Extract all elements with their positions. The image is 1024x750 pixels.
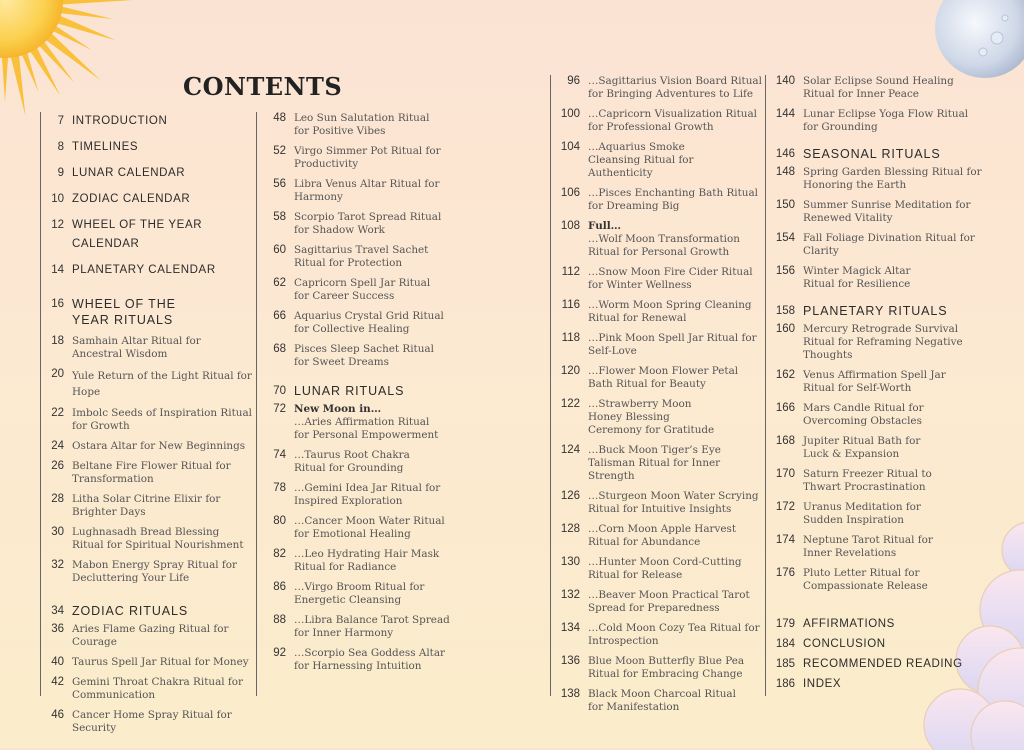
entry-title: INTRODUCTION <box>72 115 168 127</box>
toc-entry[interactable] <box>766 615 996 634</box>
entry-title: Scorpio Tarot Spread Ritual for Shadow Work <box>294 211 442 236</box>
toc-entry[interactable] <box>257 277 549 303</box>
entry-title: …Snow Moon Fire Cider Ritual for Winter Wellness <box>588 266 753 291</box>
entry-title: RECOMMENDED READING <box>803 658 963 670</box>
contents-column-4 <box>765 75 996 696</box>
page-number: 14 <box>51 264 64 276</box>
entry-title: …Libra Balance Tarot Spread for Inner Harmony <box>294 614 450 639</box>
toc-entry[interactable] <box>41 526 253 552</box>
toc-entry[interactable] <box>551 220 763 259</box>
toc-entry[interactable] <box>41 460 253 486</box>
page-number: 78 <box>273 482 286 494</box>
section-title: ZODIAC RITUALS <box>72 604 189 618</box>
page-number: 24 <box>51 440 64 452</box>
toc-entry[interactable] <box>766 232 996 258</box>
toc-entry[interactable] <box>257 482 549 508</box>
page-number: 74 <box>273 449 286 461</box>
toc-entry[interactable] <box>257 211 549 237</box>
page-number: 60 <box>273 244 286 256</box>
toc-entry[interactable] <box>766 534 996 560</box>
entry-title: Lunar Eclipse Yoga Flow Ritual for Grounding <box>803 108 969 133</box>
page-number: 9 <box>57 167 64 179</box>
toc-entry[interactable] <box>551 108 763 134</box>
page-number: 122 <box>560 398 580 410</box>
entry-title: LUNAR CALENDAR <box>72 167 186 179</box>
page-number: 176 <box>775 567 795 579</box>
toc-entry[interactable] <box>551 141 763 180</box>
toc-entry[interactable] <box>551 398 763 437</box>
toc-entry[interactable] <box>41 138 253 157</box>
toc-entry[interactable] <box>766 323 996 362</box>
entry-title: …Sturgeon Moon Water Scrying Ritual for Intuitive Insights <box>588 490 759 515</box>
section-heading-zodiac[interactable] <box>41 603 253 619</box>
entry-title: Aquarius Crystal Grid Ritual for Collective Healing <box>294 310 444 335</box>
page-number: 134 <box>560 622 580 634</box>
entry-title: AFFIRMATIONS <box>803 618 895 630</box>
page-number: 12 <box>51 219 64 231</box>
entry-title: Lughnasadh Bread Blessing Ritual for Spiritual Nourishment <box>72 526 244 551</box>
entry-title: …Beaver Moon Practical Tarot Spread for Preparedness <box>588 589 750 614</box>
page-number: 72 <box>273 403 286 415</box>
page-number: 170 <box>775 468 795 480</box>
page-number: 162 <box>775 369 795 381</box>
toc-entry[interactable] <box>41 190 253 209</box>
toc-entry[interactable] <box>41 493 253 519</box>
page-number: 22 <box>51 407 64 419</box>
entry-title: Gemini Throat Chakra Ritual for Communication <box>72 676 243 701</box>
toc-entry[interactable] <box>551 187 763 213</box>
page-number: 184 <box>775 638 795 650</box>
toc-entry[interactable] <box>766 635 996 654</box>
toc-entry[interactable] <box>41 335 253 361</box>
entry-title: …Cold Moon Cozy Tea Ritual for Introspection <box>588 622 760 647</box>
toc-entry[interactable] <box>551 444 763 483</box>
section-heading-lunar[interactable] <box>257 383 549 399</box>
section-heading-planetary[interactable] <box>766 303 996 319</box>
page-number: 26 <box>51 460 64 472</box>
toc-entry[interactable] <box>41 261 253 280</box>
entry-title: Taurus Spell Jar Ritual for Money <box>72 656 249 668</box>
entry-title: Mars Candle Ritual for Overcoming Obstacles <box>803 402 924 427</box>
toc-entry[interactable] <box>41 112 253 131</box>
toc-entry[interactable] <box>551 655 763 681</box>
toc-entry[interactable] <box>766 265 996 291</box>
toc-entry[interactable] <box>41 676 253 702</box>
page-number: 80 <box>273 515 286 527</box>
page-number: 112 <box>561 266 580 278</box>
page-number: 140 <box>775 75 795 87</box>
page-number: 58 <box>273 211 286 223</box>
toc-entry[interactable] <box>41 656 253 669</box>
entry-title: Capricorn Spell Jar Ritual for Career Success <box>294 277 431 302</box>
page-number: 96 <box>567 75 580 87</box>
entry-title: …Taurus Root Chakra Ritual for Grounding <box>294 449 410 474</box>
page-number: 106 <box>560 187 580 199</box>
entry-title: Yule Return of the Light Ritual for Hope <box>72 370 252 398</box>
entry-title: Virgo Simmer Pot Ritual for Productivity <box>294 145 441 170</box>
toc-entry[interactable] <box>766 166 996 192</box>
toc-entry[interactable] <box>551 523 763 549</box>
toc-entry[interactable] <box>41 368 253 400</box>
section-title: WHEEL OF THE YEAR RITUALS <box>72 297 176 327</box>
entry-title: Summer Sunrise Meditation for Renewed Vitality <box>803 199 971 224</box>
page-number: 62 <box>273 277 286 289</box>
entry-title: …Worm Moon Spring Cleaning Ritual for Renewal <box>588 299 752 324</box>
toc-entry[interactable] <box>766 435 996 461</box>
entry-title: Mabon Energy Spray Ritual for Decluttering Your Life <box>72 559 237 584</box>
toc-entry[interactable] <box>551 490 763 516</box>
toc-entry[interactable] <box>257 515 549 541</box>
toc-entry[interactable] <box>41 709 253 735</box>
page-number: 118 <box>561 332 580 344</box>
toc-entry[interactable] <box>551 688 763 714</box>
entry-title: Aries Flame Gazing Ritual for Courage <box>72 623 229 648</box>
entry-title: WHEEL OF THE YEAR CALENDAR <box>72 219 203 250</box>
entry-title: Fall Foliage Divination Ritual for Clarity <box>803 232 975 257</box>
page-number: 30 <box>51 526 64 538</box>
entry-title: …Pink Moon Spell Jar Ritual for Self-Love <box>588 332 757 357</box>
entry-title: Winter Magick Altar Ritual for Resilience <box>803 265 911 290</box>
page-number: 56 <box>273 178 286 190</box>
section-title: LUNAR RITUALS <box>294 384 405 398</box>
page-number: 186 <box>775 678 795 690</box>
page-number: 8 <box>57 141 64 153</box>
page-number: 42 <box>51 676 64 688</box>
entry-title: Beltane Fire Flower Ritual for Transformation <box>72 460 231 485</box>
page-number: 7 <box>57 115 64 127</box>
page-number: 104 <box>560 141 580 153</box>
toc-entry[interactable] <box>257 145 549 171</box>
page-number: 66 <box>273 310 286 322</box>
toc-entry[interactable] <box>766 75 996 101</box>
entry-title: TIMELINES <box>72 141 139 153</box>
back-matter-list <box>766 615 996 694</box>
page-number: 68 <box>273 343 286 355</box>
toc-entry[interactable] <box>551 75 763 101</box>
entry-title: …Leo Hydrating Hair Mask Ritual for Radiance <box>294 548 440 573</box>
toc-entry[interactable] <box>551 556 763 582</box>
page-number: 88 <box>273 614 286 626</box>
entry-title: Saturn Freezer Ritual to Thwart Procrastination <box>803 468 932 493</box>
page-number: 28 <box>51 493 64 505</box>
toc-entry[interactable] <box>551 589 763 615</box>
toc-entry[interactable] <box>257 647 549 673</box>
entry-title: Litha Solar Citrine Elixir for Brighter Days <box>72 493 221 518</box>
entry-title: Cancer Home Spray Ritual for Security <box>72 709 232 734</box>
sun-illustration <box>0 0 135 120</box>
entry-title: …Capricorn Visualization Ritual for Professional Growth <box>588 108 757 133</box>
toc-entry[interactable] <box>551 365 763 391</box>
page-number: 100 <box>560 108 580 120</box>
page-number: 116 <box>561 299 580 311</box>
toc-entry[interactable] <box>257 310 549 336</box>
section-title: SEASONAL RITUALS <box>803 147 941 161</box>
page-number: 126 <box>560 490 580 502</box>
page-number: 92 <box>273 647 286 659</box>
entry-title: Uranus Meditation for Sudden Inspiration <box>803 501 921 526</box>
toc-entry[interactable] <box>257 178 549 204</box>
page-number: 108 <box>560 220 580 232</box>
contents-column-2 <box>256 112 549 696</box>
toc-entry[interactable] <box>257 403 549 442</box>
page-number: 86 <box>273 581 286 593</box>
section-title: PLANETARY RITUALS <box>803 304 948 318</box>
entry-title: …Hunter Moon Cord-Cutting Ritual for Release <box>588 556 742 581</box>
toc-entry[interactable] <box>766 675 996 694</box>
toc-entry[interactable] <box>41 623 253 649</box>
page-number: 136 <box>560 655 580 667</box>
entry-title: Ostara Altar for New Beginnings <box>72 440 246 452</box>
page-number: 32 <box>51 559 64 571</box>
subheading-new-moon: New Moon in… <box>294 403 382 415</box>
toc-entry[interactable] <box>551 622 763 648</box>
entry-title: …Strawberry Moon Honey Blessing Ceremony for Gratitude <box>588 398 715 436</box>
page-number: 154 <box>775 232 795 244</box>
entry-title: Leo Sun Salutation Ritual for Positive Vibes <box>294 112 430 137</box>
toc-entry[interactable] <box>766 655 996 674</box>
entry-title: Spring Garden Blessing Ritual for Honoring the Earth <box>803 166 982 191</box>
page-number: 174 <box>775 534 795 546</box>
toc-entry[interactable] <box>257 581 549 607</box>
page-number: 150 <box>775 199 795 211</box>
page-number: 168 <box>775 435 795 447</box>
section-heading-seasonal[interactable] <box>766 146 996 162</box>
toc-entry[interactable] <box>766 402 996 428</box>
page-number: 158 <box>775 305 795 317</box>
toc-entry[interactable] <box>551 299 763 325</box>
page-number: 166 <box>775 402 795 414</box>
entry-title: …Buck Moon Tiger’s Eye Talisman Ritual for Inner Strength <box>588 444 721 482</box>
entry-title: Sagittarius Travel Sachet Ritual for Protection <box>294 244 429 269</box>
toc-entry[interactable] <box>551 266 763 292</box>
page-number: 70 <box>273 385 286 397</box>
page-number: 156 <box>775 265 795 277</box>
page-number: 20 <box>51 368 64 380</box>
entry-title: …Aquarius Smoke Cleansing Ritual for Authenticity <box>588 141 694 179</box>
toc-entry[interactable] <box>766 369 996 395</box>
subheading-full-moon: Full… <box>588 220 622 232</box>
page-number: 132 <box>560 589 580 601</box>
toc-entry[interactable] <box>41 440 253 453</box>
entry-title: …Pisces Enchanting Bath Ritual for Dreaming Big <box>588 187 758 212</box>
entry-title: Black Moon Charcoal Ritual for Manifestation <box>588 688 736 713</box>
entry-title: Neptune Tarot Ritual for Inner Revelations <box>803 534 933 559</box>
toc-entry[interactable] <box>257 244 549 270</box>
entry-title: PLANETARY CALENDAR <box>72 264 216 276</box>
moon-illustration <box>935 0 1024 86</box>
entry-title: Libra Venus Altar Ritual for Harmony <box>294 178 440 203</box>
page-number: 46 <box>51 709 64 721</box>
page-number: 185 <box>775 658 795 670</box>
page-number: 138 <box>560 688 580 700</box>
entry-title: INDEX <box>803 678 842 690</box>
page-number: 120 <box>560 365 580 377</box>
entry-title: …Flower Moon Flower Petal Bath Ritual for Beauty <box>588 365 739 390</box>
page-number: 40 <box>51 656 64 668</box>
page-number: 16 <box>51 298 64 310</box>
entry-title: CONCLUSION <box>803 638 886 650</box>
toc-entry[interactable] <box>41 216 253 254</box>
entry-title: …Corn Moon Apple Harvest Ritual for Abundance <box>588 523 737 548</box>
page-number: 82 <box>273 548 286 560</box>
toc-entry[interactable] <box>257 343 549 369</box>
toc-entry[interactable] <box>766 468 996 494</box>
entry-title: …Scorpio Sea Goddess Altar for Harnessing Intuition <box>294 647 445 672</box>
page-number: 179 <box>775 618 795 630</box>
entry-title: …Aries Affirmation Ritual for Personal Empowerment <box>294 416 439 441</box>
contents-column-3 <box>550 75 763 713</box>
page-number: 172 <box>775 501 795 513</box>
page-number: 34 <box>51 605 64 617</box>
entry-title: …Cancer Moon Water Ritual for Emotional Healing <box>294 515 445 540</box>
page-title: CONTENTS <box>183 72 343 101</box>
entry-title: …Virgo Broom Ritual for Energetic Cleansing <box>294 581 425 606</box>
toc-entry[interactable] <box>766 108 996 134</box>
toc-entry[interactable] <box>766 199 996 225</box>
toc-entry[interactable] <box>551 332 763 358</box>
toc-entry[interactable] <box>766 567 996 593</box>
page-number: 18 <box>51 335 64 347</box>
entry-title: Pisces Sleep Sachet Ritual for Sweet Dreams <box>294 343 434 368</box>
toc-entry[interactable] <box>257 548 549 574</box>
entry-title: …Gemini Idea Jar Ritual for Inspired Exploration <box>294 482 441 507</box>
toc-entry[interactable] <box>257 614 549 640</box>
toc-entry[interactable] <box>257 112 549 138</box>
page-number: 128 <box>560 523 580 535</box>
page-number: 130 <box>560 556 580 568</box>
entry-title: Pluto Letter Ritual for Compassionate Release <box>803 567 928 592</box>
section-heading-wheel-of-the-year[interactable] <box>41 296 253 328</box>
page-number: 10 <box>51 193 64 205</box>
entry-title: Samhain Altar Ritual for Ancestral Wisdom <box>72 335 201 360</box>
entry-title: ZODIAC CALENDAR <box>72 193 191 205</box>
toc-entry[interactable] <box>766 501 996 527</box>
page-number: 124 <box>560 444 580 456</box>
entry-title: Mercury Retrograde Survival Ritual for Reframing Negative Thoughts <box>803 323 963 361</box>
page-number: 148 <box>775 166 795 178</box>
contents-column-1 <box>40 112 253 734</box>
entry-title: Solar Eclipse Sound Healing Ritual for Inner Peace <box>803 75 954 100</box>
toc-entry[interactable] <box>257 449 549 475</box>
entry-title: …Wolf Moon Transformation Ritual for Personal Growth <box>588 233 740 258</box>
entry-title: Venus Affirmation Spell Jar Ritual for Self-Worth <box>803 369 946 394</box>
toc-entry[interactable] <box>41 164 253 183</box>
page-number: 144 <box>775 108 795 120</box>
page-number: 48 <box>273 112 286 124</box>
page-number: 36 <box>51 623 64 635</box>
page-number: 160 <box>775 323 795 335</box>
page-number: 146 <box>775 148 795 160</box>
page-number: 52 <box>273 145 286 157</box>
entry-title: Imbolc Seeds of Inspiration Ritual for Growth <box>72 407 252 432</box>
entry-title: …Sagittarius Vision Board Ritual for Bringing Adventures to Life <box>588 75 762 100</box>
entry-title: Blue Moon Butterfly Blue Pea Ritual for Embracing Change <box>588 655 745 680</box>
toc-entry[interactable] <box>41 407 253 433</box>
entry-title: Jupiter Ritual Bath for Luck & Expansion <box>803 435 921 460</box>
toc-entry[interactable] <box>41 559 253 585</box>
